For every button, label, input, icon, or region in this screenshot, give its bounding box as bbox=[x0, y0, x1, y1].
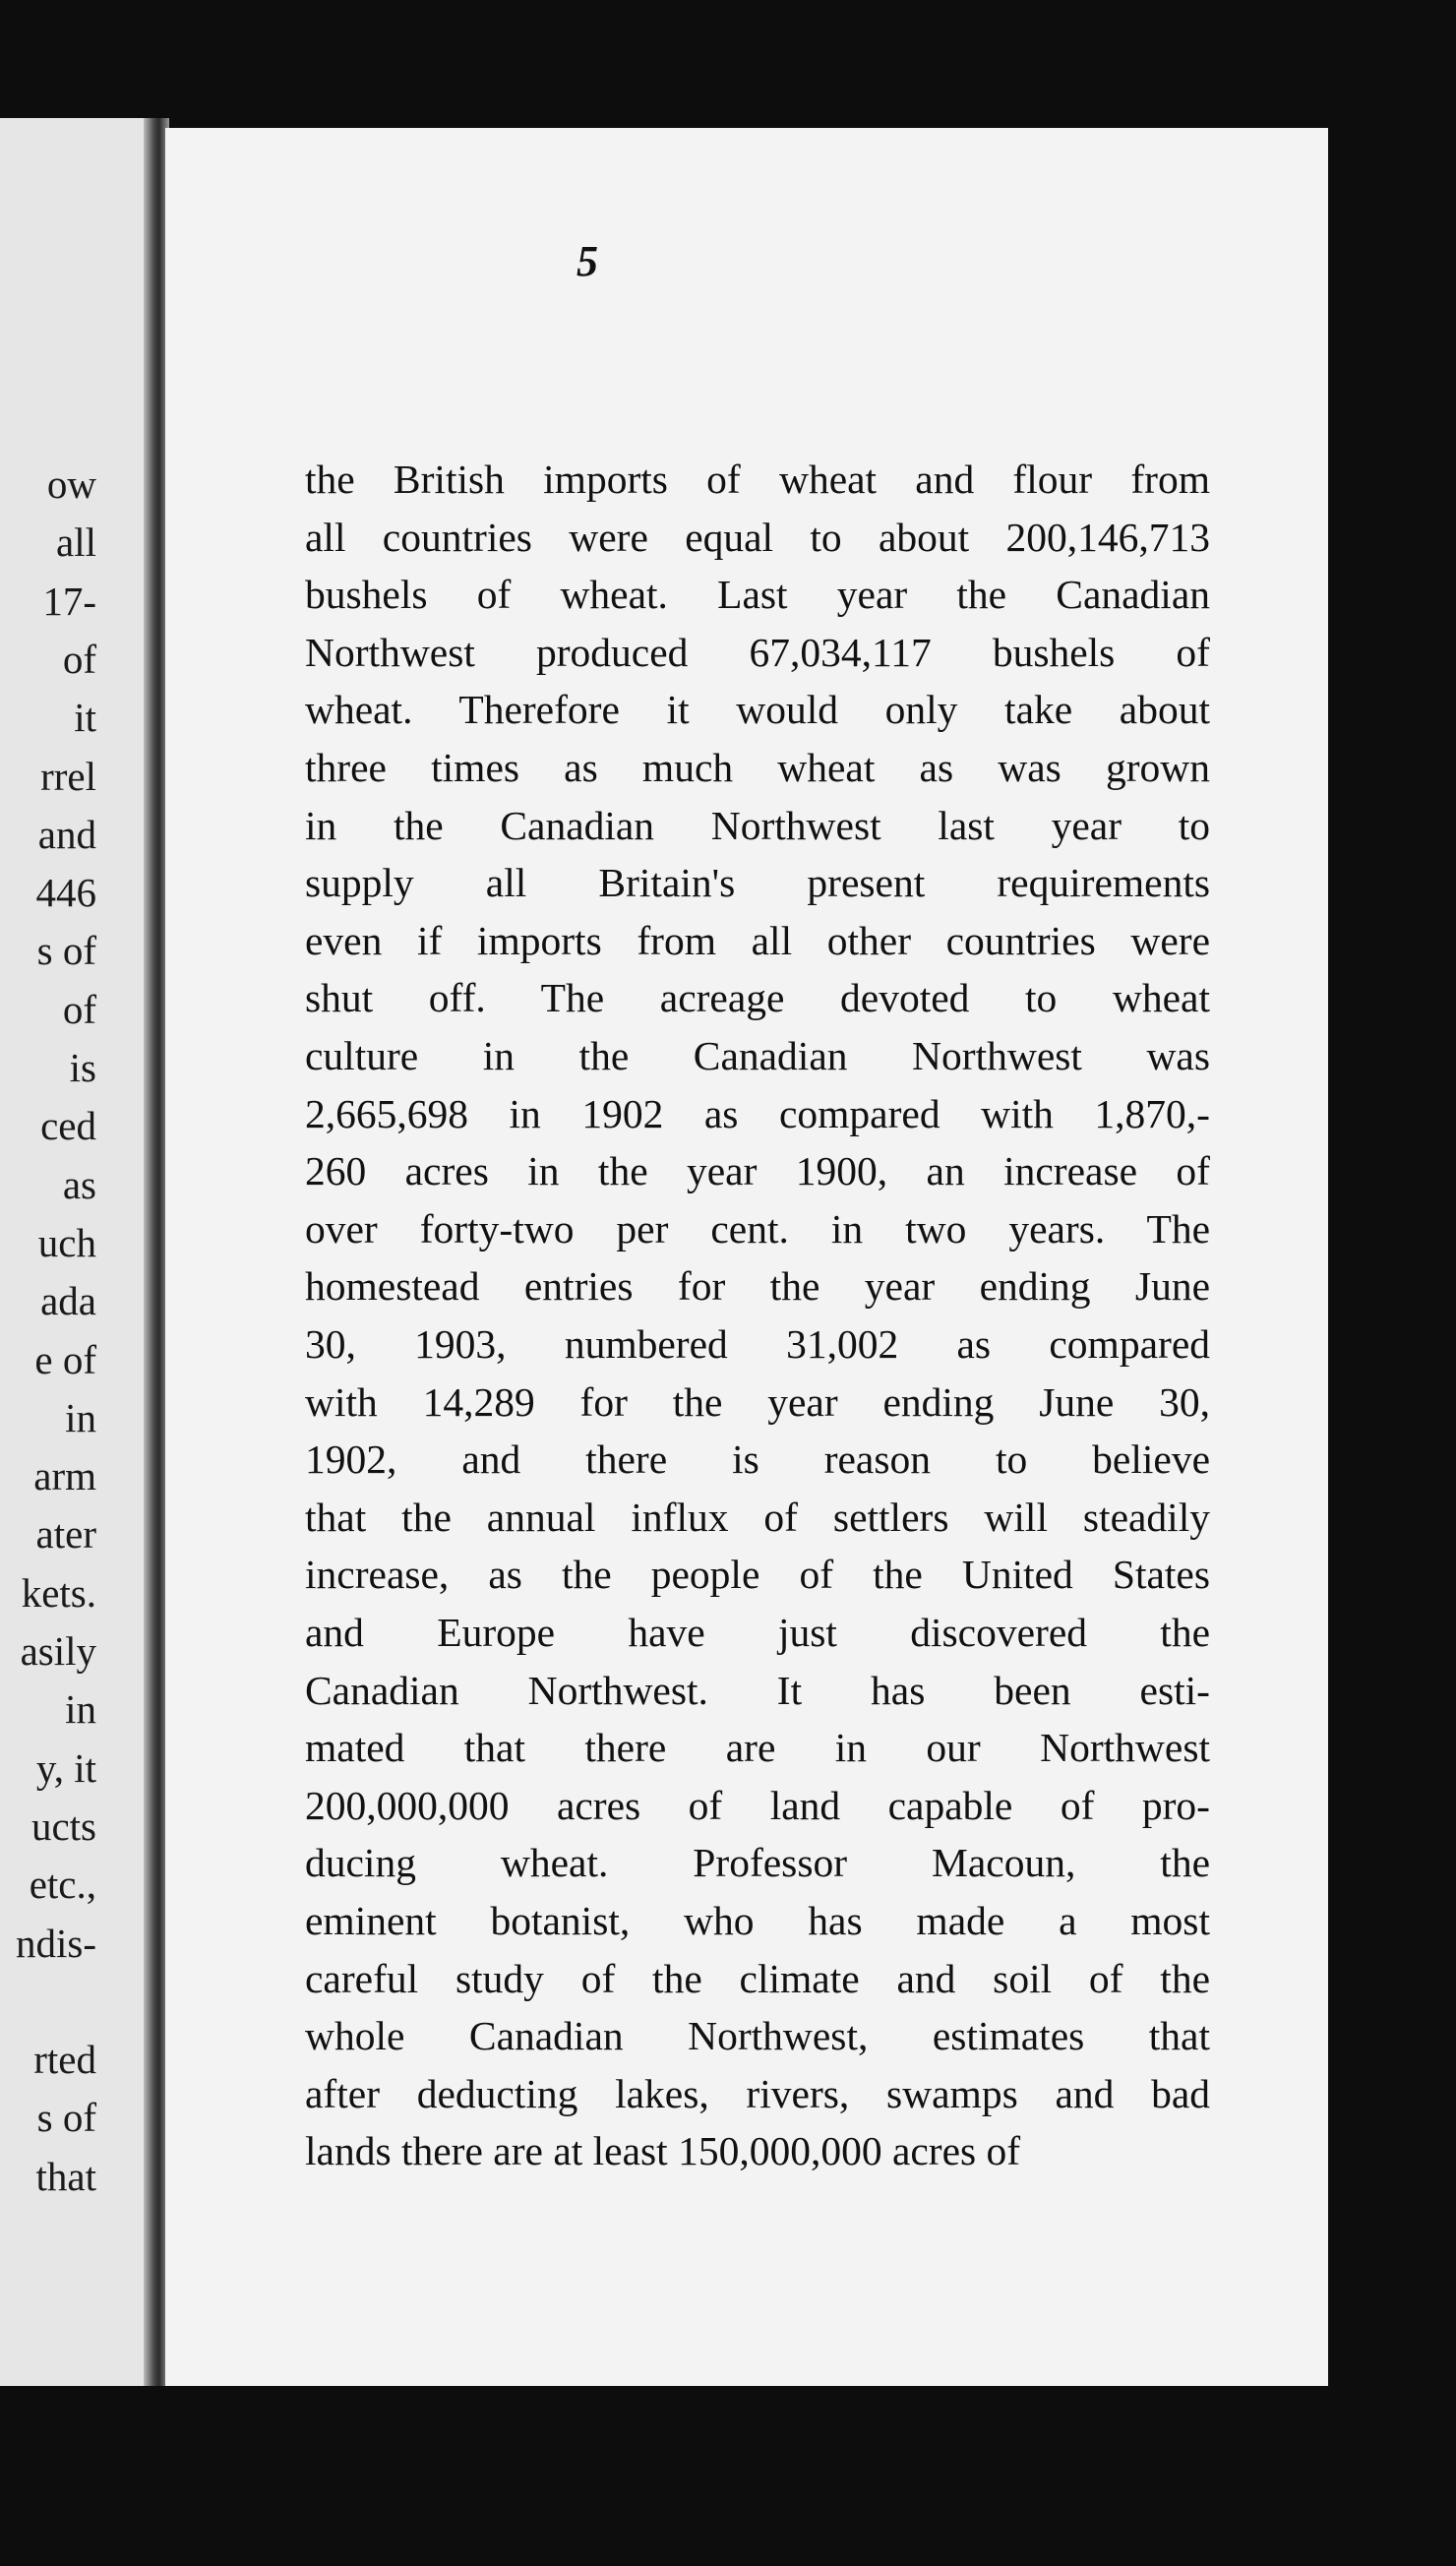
text-line: lands there are at least 150,000,000 acres of bbox=[305, 2128, 1021, 2174]
text-line: even if imports from all other countries were bbox=[305, 917, 1210, 963]
text-line: that the annual influx of settlers will steadily bbox=[305, 1494, 1210, 1540]
text-line: over forty-two per cent. in two years. The bbox=[305, 1205, 1210, 1252]
text-line: ducing wheat. Professor Macoun, the bbox=[305, 1840, 1210, 1886]
left-page-fragment: y, it bbox=[35, 1744, 96, 1791]
text-line: and Europe have just discovered the bbox=[305, 1610, 1210, 1655]
left-page-fragment: as bbox=[62, 1161, 96, 1207]
left-page-fragment: ced bbox=[40, 1103, 96, 1149]
text-line: whole Canadian Northwest, estimates that bbox=[305, 2013, 1210, 2059]
text-line: with 14,289 for the year ending June 30, bbox=[305, 1378, 1210, 1425]
left-page-fragment: 446 bbox=[35, 870, 96, 916]
left-page-fragment: asily bbox=[20, 1628, 96, 1674]
left-page-fragment: s of bbox=[36, 928, 96, 974]
left-page-fragment: ow bbox=[46, 461, 96, 507]
text-line: all countries were equal to about 200,146,713 bbox=[305, 514, 1210, 560]
left-page-fragment: s of bbox=[36, 2095, 96, 2141]
text-line: 260 acres in the year 1900, an increase of bbox=[305, 1148, 1210, 1194]
text-line: mated that there are in our Northwest bbox=[305, 1725, 1210, 1771]
text-line: wheat. Therefore it would only take about bbox=[305, 687, 1210, 733]
left-page-fragment: that bbox=[35, 2153, 96, 2199]
left-page-edge bbox=[0, 118, 157, 2386]
text-line: after deducting lakes, rivers, swamps and bad bbox=[305, 2070, 1210, 2116]
text-line: 200,000,000 acres of land capable of pro- bbox=[305, 1782, 1210, 1828]
left-page-fragment: e of bbox=[34, 1336, 96, 1382]
text-line: homestead entries for the year ending June bbox=[305, 1263, 1210, 1310]
page-number: 5 bbox=[576, 237, 598, 285]
left-page-fragment: arm bbox=[33, 1453, 96, 1499]
text-line: culture in the Canadian Northwest was bbox=[305, 1033, 1210, 1078]
left-page-fragment: etc., bbox=[29, 1862, 96, 1908]
text-line: supply all Britain's present requirements bbox=[305, 860, 1210, 906]
left-page-fragment: it bbox=[74, 695, 96, 741]
text-line: careful study of the climate and soil of the bbox=[305, 1955, 1210, 2001]
left-page-fragment: of bbox=[62, 986, 96, 1032]
left-page-fragment: uch bbox=[37, 1219, 96, 1265]
text-line: 2,665,698 in 1902 as compared with 1,870,- bbox=[305, 1090, 1210, 1136]
left-page-fragment: and bbox=[37, 811, 96, 857]
text-line: 30, 1903, numbered 31,002 as compared bbox=[305, 1321, 1210, 1367]
text-line: 1902, and there is reason to believe bbox=[305, 1436, 1210, 1483]
left-page-fragment: 17- bbox=[42, 578, 96, 624]
text-line: Canadian Northwest. It has been esti- bbox=[305, 1667, 1210, 1713]
left-page-fragment: kets. bbox=[21, 1569, 96, 1616]
text-line: three times as much wheat as was grown bbox=[305, 745, 1210, 790]
left-page-fragment: ada bbox=[40, 1278, 96, 1324]
left-page-fragment: is bbox=[69, 1045, 96, 1090]
text-line: in the Canadian Northwest last year to bbox=[305, 802, 1210, 848]
left-page-fragment: rted bbox=[33, 2037, 96, 2083]
text-line: increase, as the people of the United States bbox=[305, 1552, 1210, 1598]
text-line: Northwest produced 67,034,117 bushels of bbox=[305, 629, 1210, 675]
text-line: eminent botanist, who has made a most bbox=[305, 1898, 1210, 1943]
text-line: the British imports of wheat and flour from bbox=[305, 457, 1210, 502]
left-page-fragment: in bbox=[65, 1394, 96, 1440]
text-line: bushels of wheat. Last year the Canadian bbox=[305, 572, 1210, 618]
left-page-fragment: in bbox=[65, 1686, 96, 1733]
left-page-fragment: rrel bbox=[40, 753, 96, 799]
left-page-fragment: ndis- bbox=[16, 1920, 96, 1966]
left-page-fragment: all bbox=[56, 519, 96, 566]
text-line: shut off. The acreage devoted to wheat bbox=[305, 975, 1210, 1021]
left-page-fragment: of bbox=[62, 636, 96, 682]
left-page-fragment: ater bbox=[35, 1511, 96, 1558]
left-page-fragment: ucts bbox=[30, 1802, 96, 1849]
